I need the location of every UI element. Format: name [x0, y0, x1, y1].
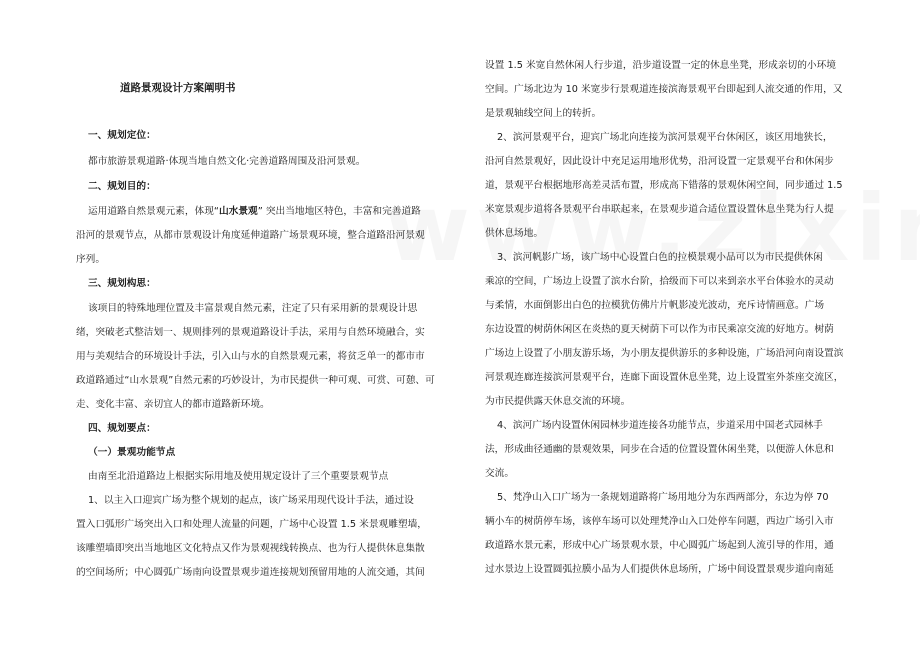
right-line: 供休息场地。: [485, 228, 544, 239]
right-line: 辆小车的树荫停车场，该停车场可以处理梵净山入口处停车问题，西边广场引入市: [485, 516, 834, 527]
section-3-line: 该项目的特殊地理位置及丰富景观自然元素，注定了只有采用新的景观设计思: [88, 303, 418, 314]
section-1-heading: 一、规划定位：: [88, 130, 156, 141]
right-line: 乘凉的空间，广场边上设置了滨水台阶，拾级而下可以来到亲水平台体验水的灵动: [485, 276, 834, 287]
right-line: 米宽景观步道将各景观平台串联起来，在景观步道合适位置设置休息坐凳为行人提: [485, 204, 834, 215]
section-2-paragraph-line: [88, 205, 421, 219]
right-line: 河景观连廊连接滨河景观平台，连廊下面设置休息坐凳，边上设置室外茶座交流区，: [485, 372, 844, 383]
right-line: 3、滨河帆影广场，该广场中心设置白色的拉模景观小品可以为市民提供休闲: [497, 252, 823, 263]
right-line: 道，景观平台根据地形高差灵活布置，形成高下错落的景观休闲空间，同步通过 1.5: [485, 180, 843, 191]
section-2-text-c: ” 突出当地地区特色，丰富和完善道路: [257, 206, 421, 217]
section-3-line: 走、变化丰富、亲切宜人的都市道路新环境。: [76, 399, 270, 410]
right-line: 4、滨河广场内设置休闲园林步道连接各功能节点，步道采用中国老式园林手: [497, 420, 823, 431]
section-3-line: 绪，突破老式整洁划一、规则排列的景观道路设计手法，采用与自然环境融合，实: [76, 327, 425, 338]
right-line: 2、滨河景观平台，迎宾广场北向连接为滨河景观平台休闲区，该区用地狭长，: [497, 132, 833, 143]
right-line: 东边设置的树荫休闲区在炎热的夏天树荫下可以作为市民乘凉交流的好地方。树荫: [485, 324, 834, 335]
right-line: 交流。: [485, 468, 515, 479]
section-2-line-2: 沿河的景观节点，从都市景观设计角度延伸道路广场景观环境，整合道路沿河景观: [76, 230, 425, 241]
right-line: 是景观轴线空间上的转折。: [485, 108, 602, 119]
right-line: 5、梵净山入口广场为一条规划道路将广场用地分为东西两部分，东边为停 70: [497, 492, 829, 503]
section-3-line: 用与美观结合的环境设计手法，引入山与水的自然景观元素，将贫乏单一的都市市: [76, 351, 425, 362]
section-2-heading: 二、规划目的：: [88, 181, 156, 192]
right-line: 沿河自然景观好，因此设计中充足运用地形优势，沿河设置一定景观平台和休闲步: [485, 156, 834, 167]
section-2-emphasis: 山水景观: [218, 206, 258, 217]
section-4-line: 该雕塑墙即突出当地地区文化特点又作为景观视线转换点、也为行人提供休息集散: [76, 543, 425, 554]
right-line: 与柔情，水面倒影出白色的拉模犹仿佛片片帆影凌光波动，充斥诗情画意。广场: [485, 300, 825, 311]
section-3-heading: 三、规划构思：: [88, 278, 156, 289]
section-1-text: 都市旅游景观道路·体现当地自然文化·完善道路周围及沿河景观。: [88, 156, 366, 167]
section-4-line: 的空间场所；中心圆弧广场南向设置景观步道连接规划预留用地的人流交通，其间: [76, 567, 425, 578]
section-3-line: 政道路通过“山水景观”自然元素的巧妙设计，为市民提供一种可观、可赏、可憩、可: [76, 375, 435, 386]
right-line: 广场边上设置了小朋友游乐场，为小朋友提供游乐的多种设施，广场沿河向南设置滨: [485, 348, 844, 359]
section-4-intro: 由南至北沿道路边上根据实际用地及使用规定设计了三个重要景观节点: [88, 471, 389, 482]
section-4-heading: 四、规划要点：: [88, 423, 156, 434]
section-4-subheading: （一）景观功能节点: [88, 447, 176, 458]
right-line: 为市民提供露天休息交流的环境。: [485, 396, 631, 407]
document-title: 道路景观设计方案阐明书: [120, 82, 236, 94]
section-2-text-a: 运用道路自然景观元素，体现“: [88, 206, 219, 217]
section-4-line: 1、以主入口迎宾广场为整个规划的起点，该广场采用现代设计手法，通过设: [88, 495, 414, 506]
right-line: 政道路水景元素，形成中心广场景观水景，中心圆弧广场起到人流引导的作用，通: [485, 540, 834, 551]
section-2-line-3: 序列。: [76, 254, 106, 265]
right-line: 设置 1.5 米宽自然休闲人行步道，沿步道设置一定的休息坐凳，形成亲切的小环境: [485, 60, 836, 71]
right-line: 过水景边上设置圆弧拉膜小品为人们提供休息场所，广场中间设置景观步道向南延: [485, 564, 834, 575]
right-line: 空间。广场北边为 10 米宽步行景观道连接滨海景观平台即起到人流交通的作用，又: [485, 84, 843, 95]
right-line: 法，形成曲径通幽的景观效果，同步在合适的位置设置休闲坐凳，以便游人休息和: [485, 444, 834, 455]
section-4-line: 置入口弧形广场突出入口和处理人流量的问题，广场中心设置 1.5 米景观雕塑墙，: [76, 519, 427, 530]
